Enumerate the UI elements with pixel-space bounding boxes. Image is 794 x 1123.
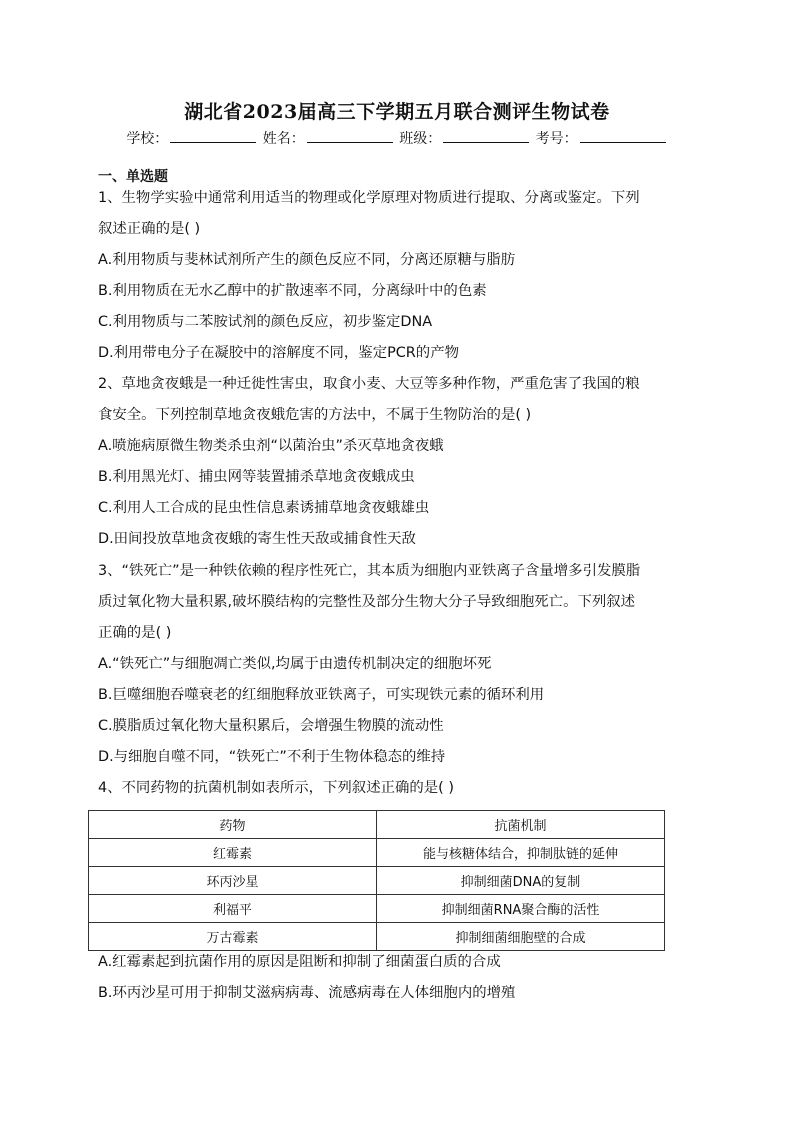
- class-blank[interactable]: [443, 130, 529, 143]
- class-label: 班级：: [399, 131, 442, 147]
- question-1-option-b: B.利用物质在无水乙醇中的扩散速率不同，分离绿叶中的色素: [98, 283, 487, 299]
- table-row: [89, 895, 665, 923]
- table-cell-drug: 万古霉素: [89, 923, 377, 951]
- exam-title: 湖北省2023届高三下学期五月联合测评生物试卷: [184, 101, 610, 123]
- table-cell-drug: 红霉素: [89, 839, 377, 867]
- table-header-row: [89, 811, 665, 839]
- question-1-option-d: D.利用带电分子在凝胶中的溶解度不同，鉴定PCR的产物: [98, 345, 459, 361]
- table-header-mechanism: 抗菌机制: [377, 811, 665, 839]
- table-row: [89, 923, 665, 951]
- question-2-option-a: A.喷施病原微生物类杀虫剂“以菌治虫”杀灭草地贪夜蛾: [98, 438, 444, 454]
- school-blank[interactable]: [170, 130, 256, 143]
- question-2-option-c: C.利用人工合成的昆虫性信息素诱捕草地贪夜蛾雄虫: [98, 500, 430, 516]
- question-3-stem-line-1: 3、“铁死亡”是一种铁依赖的程序性死亡，其本质为细胞内亚铁离子含量增多引发膜脂: [98, 563, 641, 579]
- table-cell-drug: 利福平: [89, 895, 377, 923]
- question-1-option-a: A.利用物质与斐林试剂所产生的颜色反应不同，分离还原糖与脂肪: [98, 252, 516, 268]
- exam-number-blank[interactable]: [580, 130, 666, 143]
- question-4-option-b: B.环丙沙星可用于抑制艾滋病病毒、流感病毒在人体细胞内的增殖: [98, 985, 516, 1001]
- question-2-stem-line-2: 食安全。下列控制草地贪夜蛾危害的方法中，不属于生物防治的是( ): [98, 407, 532, 423]
- table-cell-drug: 环丙沙星: [89, 867, 377, 895]
- question-1-option-c: C.利用物质与二苯胺试剂的颜色反应，初步鉴定DNA: [98, 314, 433, 330]
- section-title: 一、单选题: [98, 169, 168, 185]
- exam-number-label: 考号：: [535, 131, 578, 147]
- table-row: [89, 867, 665, 895]
- name-blank[interactable]: [307, 130, 393, 143]
- question-2-stem-line-1: 2、草地贪夜蛾是一种迁徙性害虫，取食小麦、大豆等多种作物，严重危害了我国的粮: [98, 376, 640, 392]
- school-label: 学校：: [126, 131, 169, 147]
- antibacterial-table: [88, 810, 665, 951]
- table-cell-mechanism: 能与核糖体结合，抑制肽链的延伸: [377, 839, 665, 867]
- question-3-option-d: D.与细胞自噬不同，“铁死亡”不利于生物体稳态的维持: [98, 749, 446, 765]
- question-1-stem-line-1: 1、生物学实验中通常利用适当的物理或化学原理对物质进行提取、分离或鉴定。下列: [98, 190, 640, 206]
- question-4-stem: 4、不同药物的抗菌机制如表所示，下列叙述正确的是( ): [98, 780, 454, 796]
- question-2-option-d: D.田间投放草地贪夜蛾的寄生性天敌或捕食性天敌: [98, 531, 416, 547]
- table-cell-mechanism: 抑制细菌DNA的复制: [377, 867, 665, 895]
- table-cell-mechanism: 抑制细菌细胞壁的合成: [377, 923, 665, 951]
- question-1-stem-line-2: 叙述正确的是( ): [98, 221, 201, 237]
- table-header-drug: 药物: [89, 811, 377, 839]
- name-label: 姓名：: [262, 131, 305, 147]
- student-info-line: [0, 128, 794, 148]
- question-4-option-a: A.红霉素起到抗菌作用的原因是阻断和抑制了细菌蛋白质的合成: [98, 954, 501, 970]
- question-3-stem-line-2: 质过氧化物大量积累,破坏膜结构的完整性及部分生物大分子导致细胞死亡。下列叙述: [98, 594, 636, 610]
- table-row: [89, 839, 665, 867]
- question-3-option-b: B.巨噬细胞吞噬衰老的红细胞释放亚铁离子，可实现铁元素的循环利用: [98, 687, 545, 703]
- question-3-option-c: C.膜脂质过氧化物大量积累后，会增强生物膜的流动性: [98, 718, 444, 734]
- question-3-stem-line-3: 正确的是( ): [98, 625, 172, 641]
- question-3-option-a: A.“铁死亡”与细胞凋亡类似,均属于由遗传机制决定的细胞坏死: [98, 656, 492, 672]
- question-2-option-b: B.利用黑光灯、捕虫网等装置捕杀草地贪夜蛾成虫: [98, 469, 415, 485]
- table-cell-mechanism: 抑制细菌RNA聚合酶的活性: [377, 895, 665, 923]
